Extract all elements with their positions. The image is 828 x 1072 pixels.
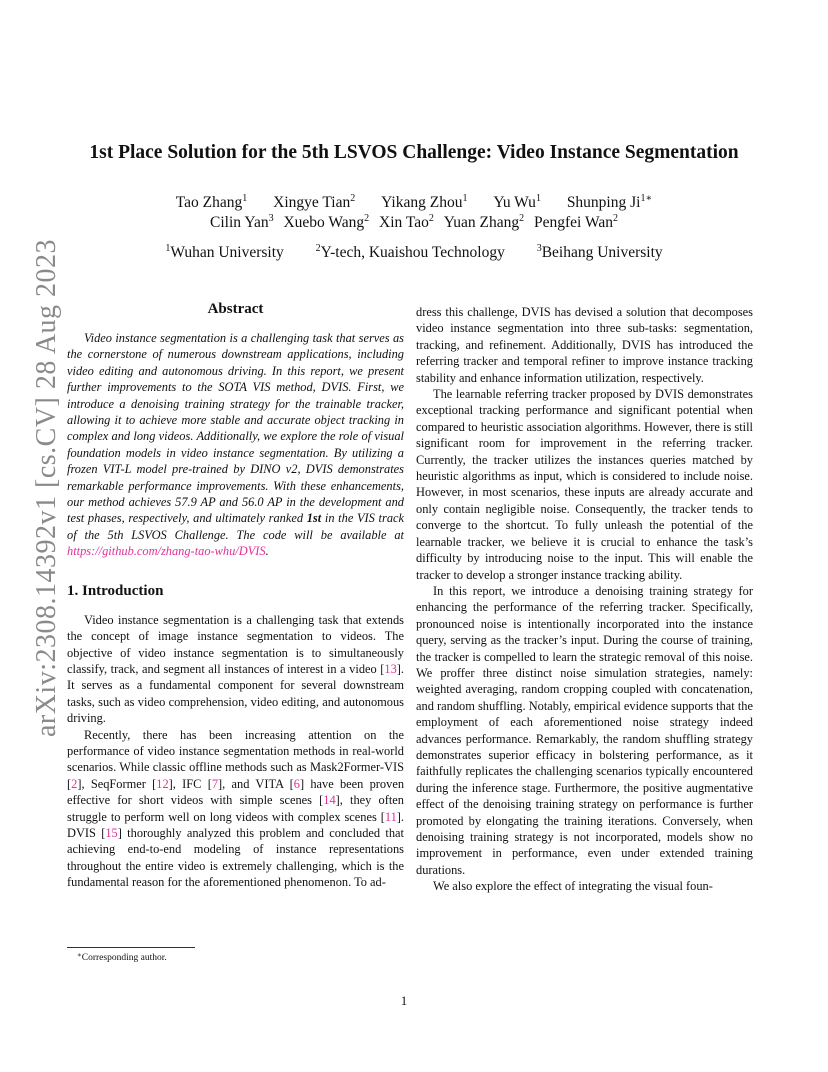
affiliation: $^1$Wuhan University: [165, 243, 284, 261]
intro-paragraph-4: In this report, we introduce a denoising training strategy for enhancing the performance of the referring tracker. Specifically, pronounced noise is intentionally incorporated into the instance query, serving as the tracker’s input. During the course of training, the tracker is compelled to learn the strategic removal of this noise. We proffer three distinct noise simulation strategies, namely: weighted averaging, random cropping coupled with concatenation, and random shuffling. Notably, empirical evidence supports that the employment of each aforementioned noise strategy indeed advances performance. Remarkably, the random shuffling strategy demonstrates superior efficacy in bolstering performance, as it faithfully replicates the challenging scenarios typically encountered during the inference stage. Furthermore, the positive augmentative effect of the denoising training strategy on performance is further promoted by elongating the training iterations. Conversely, when denoising training strategy is not incorporated, models show no improvement in performance, even under extended training durations.: [416, 583, 753, 877]
abstract-body: Video instance segmentation is a challenging task that serves as the cornerstone of numerous downstream applications, including video editing and autonomous driving. In this report, we present further improvements to the SOTA VIS method, DVIS. First, we introduce a denoising training strategy for the trainable tracker, allowing it to achieve more stable and accurate object tracking in complex and long videos. Additionally, we explore the role of visual foundation models in video instance segmentation. By utilizing a frozen VIT-L model pre-trained by DINO v2, DVIS demonstrates remarkable performance improvements. With these enhancements, our method achieves 57.9 AP and 56.0 AP in the development and test phases, respectively, and ultimately ranked 1st in the VIS track of the 5th LSVOS Challenge. The code will be available at https://github.com/zhang-tao-whu/DVIS.: [67, 331, 405, 559]
citation-link[interactable]: 14: [323, 793, 336, 808]
author: Pengfei Wan$^2$: [534, 213, 618, 231]
citation-link[interactable]: 6: [293, 776, 300, 791]
code-link[interactable]: https://github.com/zhang-tao-whu/DVIS: [67, 544, 266, 559]
intro-paragraph-5: We also explore the effect of integrating the visual foun-: [433, 879, 713, 894]
affiliation: $^3$Beihang University: [536, 243, 663, 261]
footnote-text: Corresponding author.: [81, 953, 167, 963]
author: Yu Wu$^1$: [493, 193, 541, 211]
intro-paragraph-2: Recently, there has been increasing attention on the performance of video instance segmentation methods in real-world scenarios. While classic offline methods such as Mask2Former-VIS [2], SeqFormer [12], IFC [7], and VITA [6] have been proven effective for short videos with simple scenes [14], they often struggle to perform well on long videos with complex scenes [11]. DVIS [15] thoroughly analyzed this problem and concluded that achieving end-to-end modeling of instance representations throughout the entire video is extremely challenging, which is the fundamental reason for the aforementioned phenomenon. To ad-: [67, 727, 405, 890]
authors-line-1: [0, 193, 818, 213]
authors-line-2: [0, 213, 818, 233]
author: Xingye Tian$^2$: [273, 193, 356, 211]
right-column: [416, 304, 753, 895]
left-column: [67, 300, 404, 891]
affiliation: $^2$Y-tech, Kuaishou Technology: [315, 243, 505, 261]
author: Yuan Zhang$^2$: [443, 213, 525, 231]
author: Tao Zhang$^1$: [175, 193, 248, 211]
intro-paragraph-1: Video instance segmentation is a challenging task that extends the concept of image instance segmentation to videos. The objective of video instance segmentation is to simultaneously classify, track, and segment all instances of interest in a video [13]. It serves as a fundamental component for several downstream tasks, such as video comprehension, video editing, and autonomous driving.: [67, 612, 404, 726]
intro-paragraph-3: The learnable referring tracker proposed by DVIS demonstrates exceptional tracking performance and significant potential when compared to heuristic association algorithms. However, there is still significant room for improvement in the referring tracker. Currently, the tracker utilizes the instances queries matched by heuristic algorithms as input, which is considered to include noise. However, in most scenarios, these inputs are already accurate and only contain negligible noise. Consequently, the tracker tends to converge to the shortcut. To fully unleash the potential of the learnable tracker, we believe it is crucial to enhance the task’s difficulty by introducing noise to the input. This will enable the tracker to develop a stronger instance tracking ability.: [416, 387, 753, 582]
abstract-heading: Abstract: [207, 301, 264, 317]
citation-link[interactable]: 2: [71, 776, 78, 791]
introduction-heading: 1. Introduction: [67, 582, 164, 599]
author: Xuebo Wang$^2$: [283, 213, 370, 231]
page-number: 1: [400, 993, 408, 1008]
author: Yikang Zhou$^1$: [381, 193, 468, 211]
citation-link[interactable]: 15: [105, 825, 118, 840]
intro-paragraph-2-continued: dress this challenge, DVIS has devised a solution that decomposes video instance segmentation into three sub-tasks: segmentation, tracking, and refinement. Additionally, DVIS has introduced the referring tracker and temporal refiner to improve instance tracking stability and enhance information utilization, respectively.: [416, 305, 753, 385]
footnote-rule: [67, 947, 195, 948]
affiliations: [0, 243, 818, 263]
paper-title: 1st Place Solution for the 5th LSVOS Challenge: Video Instance Segmentation: [89, 142, 739, 163]
citation-link[interactable]: 12: [156, 776, 169, 791]
author: Xin Tao$^2$: [379, 213, 434, 231]
citation-link[interactable]: 7: [211, 776, 219, 791]
citation-link[interactable]: 11: [384, 809, 397, 824]
author: Cilin Yan$^3$: [210, 213, 274, 231]
author: Shunping $Ji^{1∗}$: [566, 193, 653, 211]
footnote: ∗Corresponding author.: [67, 947, 267, 964]
citation-link[interactable]: 13: [384, 661, 397, 676]
arxiv-identifier: arXiv:2308.14392v1 [cs.CV] 28 Aug 2023: [31, 238, 62, 738]
